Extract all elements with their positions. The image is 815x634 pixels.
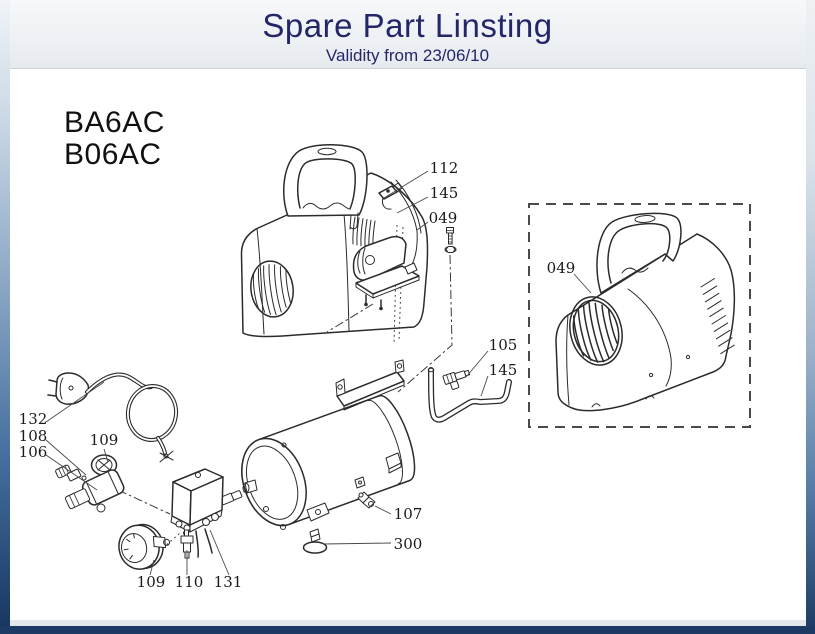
diagram-canvas bbox=[10, 68, 806, 620]
leader-line-300 bbox=[323, 543, 391, 544]
part-label-105: 105 bbox=[488, 336, 518, 354]
pipe-fitting-105 bbox=[443, 368, 473, 391]
part-label-109: 109 bbox=[136, 573, 166, 591]
part-label-112: 112 bbox=[429, 159, 459, 177]
part-label-145: 145 bbox=[488, 361, 518, 379]
left-edge-gradient bbox=[0, 0, 10, 634]
variant-compressor-drawing bbox=[556, 213, 734, 410]
exploded-parts-drawing bbox=[10, 69, 806, 621]
rubber-foot-300 bbox=[304, 529, 327, 553]
header bbox=[0, 0, 815, 68]
page-subtitle: Validity from 23/06/10 bbox=[325, 46, 490, 65]
bottom-bar bbox=[0, 626, 815, 634]
pressure-gauge-drawing bbox=[115, 520, 173, 572]
part-label-300: 300 bbox=[393, 535, 423, 553]
part-label-132: 132 bbox=[18, 410, 48, 428]
leader-line-049 bbox=[574, 274, 591, 293]
leader-line-107 bbox=[375, 506, 391, 514]
part-label-110: 110 bbox=[174, 573, 204, 591]
air-tank-drawing bbox=[230, 360, 422, 553]
part-label-049: 049 bbox=[546, 259, 576, 277]
leader-line-106 bbox=[46, 455, 97, 490]
leader-line-105 bbox=[466, 351, 488, 377]
part-label-049: 049 bbox=[428, 209, 458, 227]
screw-049 bbox=[445, 228, 456, 253]
part-label-107: 107 bbox=[393, 505, 423, 523]
page-title: Spare Part Linsting bbox=[262, 7, 553, 44]
part-label-131: 131 bbox=[213, 573, 243, 591]
leader-line-131 bbox=[210, 530, 229, 575]
model-line-1: BA6AC bbox=[64, 106, 165, 139]
pressure-switch-drawing bbox=[171, 469, 223, 557]
leader-line-145 bbox=[481, 376, 488, 396]
right-edge-gradient bbox=[806, 0, 815, 634]
part-label-145: 145 bbox=[429, 184, 459, 202]
part-label-109: 109 bbox=[89, 431, 119, 449]
part-label-108: 108 bbox=[18, 427, 48, 445]
model-line-2: B06AC bbox=[64, 138, 162, 171]
part-label-106: 106 bbox=[18, 443, 48, 461]
